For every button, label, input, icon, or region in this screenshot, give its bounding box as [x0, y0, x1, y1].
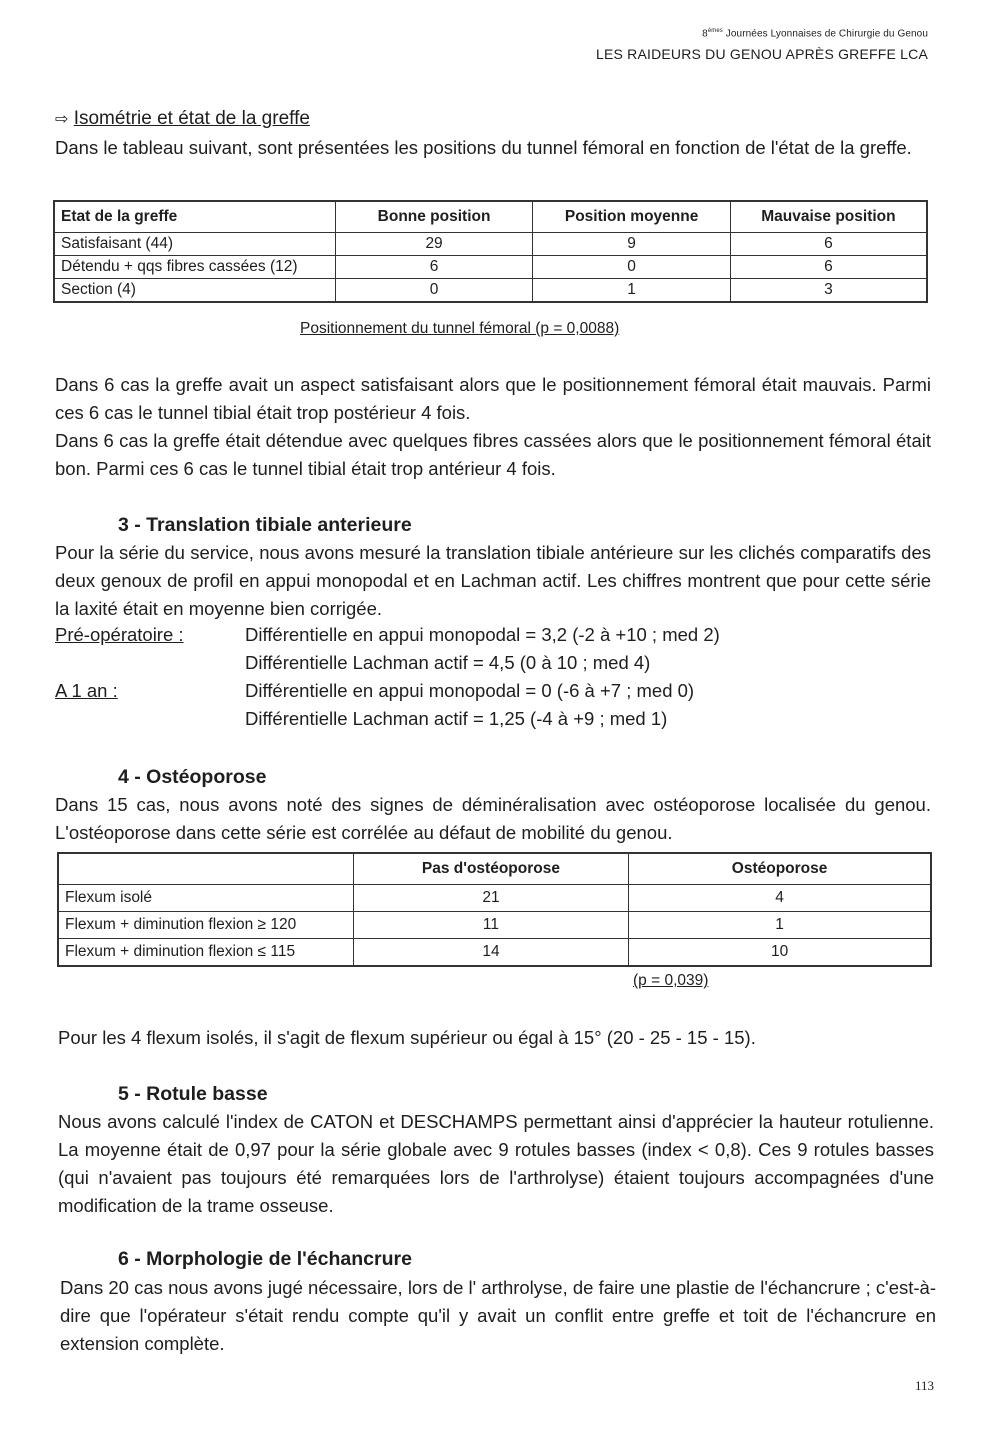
table-header-cell	[58, 853, 353, 885]
osteoporosis-table	[57, 852, 932, 967]
conference-name: Journées Lyonnaises de Chirurgie du Genou	[725, 28, 928, 40]
section-title: 3 - Translation tibiale anterieure	[118, 514, 412, 536]
table-cell: 21	[353, 885, 628, 912]
section5-paragraph: Nous avons calculé l'index de CATON et DESCHAMPS permettant ainsi d'apprécier la hauteur rotulienne. La moyenne était de 0,97 pour la série globale avec 9 rotules basses (index < 0,8). Ces 9 rotules basses (qui n'avaient pas toujours été remarquées lors de l'arthrolyse) étaient toujours accompagnées d'une modification de la trame osseuse.	[58, 1111, 934, 1216]
table-row	[54, 279, 927, 303]
isometry-heading	[55, 108, 310, 130]
table-row	[58, 939, 931, 967]
oneyear-line-2: Différentielle Lachman actif = 1,25 (-4 à +9 ; med 1)	[245, 708, 668, 729]
table-cell: 1	[629, 912, 931, 939]
table-cell: Flexum isolé	[58, 885, 353, 912]
section-title: 6 - Morphologie de l'échancrure	[118, 1248, 412, 1270]
section-title: 5 - Rotule basse	[118, 1083, 268, 1105]
preop-line-2: Différentielle Lachman actif = 4,5 (0 à 10 ; med 4)	[245, 652, 651, 673]
table-cell: 11	[353, 912, 628, 939]
table-header-cell: Pas d'ostéoporose	[353, 853, 628, 885]
table-cell: Flexum + diminution flexion ≤ 115	[58, 939, 353, 967]
section3-paragraph: Pour la série du service, nous avons mesuré la translation tibiale antérieure sur les clichés comparatifs des deux genoux de profil en appui monopodal et en Lachman actif. Les chiffres montrent que pour cette série la laxité était en moyenne bien corrigée.	[55, 542, 931, 619]
table-row	[54, 233, 927, 256]
running-header-conference	[702, 28, 928, 39]
isometry-heading-text: Isométrie et état de la greffe	[73, 108, 310, 129]
table-header-row	[54, 201, 927, 233]
table-row	[58, 912, 931, 939]
table-header-cell: Bonne position	[335, 201, 533, 233]
page-number: 113	[914, 1378, 934, 1393]
section6-paragraph: Dans 20 cas nous avons jugé nécessaire, lors de l' arthrolyse, de faire une plastie de l'échancrure ; c'est-à-dire que l'opérateur s'était rendu compte qu'il y avait un conflit entre greffe et toit de l'échancrure en extension complète.	[60, 1277, 936, 1354]
table-cell: Satisfaisant (44)	[54, 233, 335, 256]
isometry-paragraph-1: Dans 6 cas la greffe avait un aspect satisfaisant alors que le positionnement fémoral était mauvais. Parmi ces 6 cas le tunnel tibial était trop postérieur 4 fois.	[55, 374, 931, 423]
table-cell: 29	[335, 233, 533, 256]
table-caption: (p = 0,039)	[633, 972, 709, 989]
table-cell: 1	[533, 279, 731, 303]
preop-label: Pré-opératoire :	[55, 624, 184, 645]
table-cell: 0	[533, 256, 731, 279]
conference-ordinal-suffix: èmes	[707, 28, 723, 34]
arrow-icon: ⇨	[55, 109, 69, 128]
table-header-cell: Etat de la greffe	[54, 201, 335, 233]
oneyear-label: A 1 an :	[55, 680, 118, 701]
oneyear-line-1: Différentielle en appui monopodal = 0 (-6 à +7 ; med 0)	[245, 680, 695, 701]
table-cell: 4	[629, 885, 931, 912]
preop-line-1: Différentielle en appui monopodal = 3,2 (-2 à +10 ; med 2)	[245, 624, 720, 645]
femoral-tunnel-table	[53, 200, 928, 303]
table-cell: 0	[335, 279, 533, 303]
table-header-cell: Ostéoporose	[629, 853, 931, 885]
table-cell: Flexum + diminution flexion ≥ 120	[58, 912, 353, 939]
table-header-cell: Position moyenne	[533, 201, 731, 233]
table-cell: Section (4)	[54, 279, 335, 303]
table-cell: 9	[533, 233, 731, 256]
isometry-intro: Dans le tableau suivant, sont présentées les positions du tunnel fémoral en fonction de l'état de la greffe.	[55, 137, 912, 158]
table-header-cell: Mauvaise position	[730, 201, 927, 233]
table-cell: Détendu + qqs fibres cassées (12)	[54, 256, 335, 279]
table-row	[58, 885, 931, 912]
section4-after: Pour les 4 flexum isolés, il s'agit de flexum supérieur ou égal à 15° (20 - 25 - 15 - 15).	[58, 1027, 756, 1048]
section-title: 4 - Ostéoporose	[118, 766, 267, 788]
section4-paragraph: Dans 15 cas, nous avons noté des signes de déminéralisation avec ostéoporose localisée du genou. L'ostéoporose dans cette série est corrélée au défaut de mobilité du genou.	[55, 794, 931, 843]
table-caption: Positionnement du tunnel fémoral (p = 0,0088)	[300, 320, 620, 337]
table-cell: 14	[353, 939, 628, 967]
table-cell: 10	[629, 939, 931, 967]
table-cell: 6	[335, 256, 533, 279]
table-row	[54, 256, 927, 279]
table-header-row	[58, 853, 931, 885]
conference-ordinal: 8	[702, 28, 708, 40]
running-header-title: LES RAIDEURS DU GENOU APRÈS GREFFE LCA	[595, 46, 928, 62]
table-cell: 6	[730, 233, 927, 256]
table-cell: 3	[730, 279, 927, 303]
isometry-paragraph-2: Dans 6 cas la greffe était détendue avec quelques fibres cassées alors que le positionnement fémoral était bon. Parmi ces 6 cas le tunnel tibial était trop antérieur 4 fois.	[55, 430, 931, 479]
table-cell: 6	[730, 256, 927, 279]
